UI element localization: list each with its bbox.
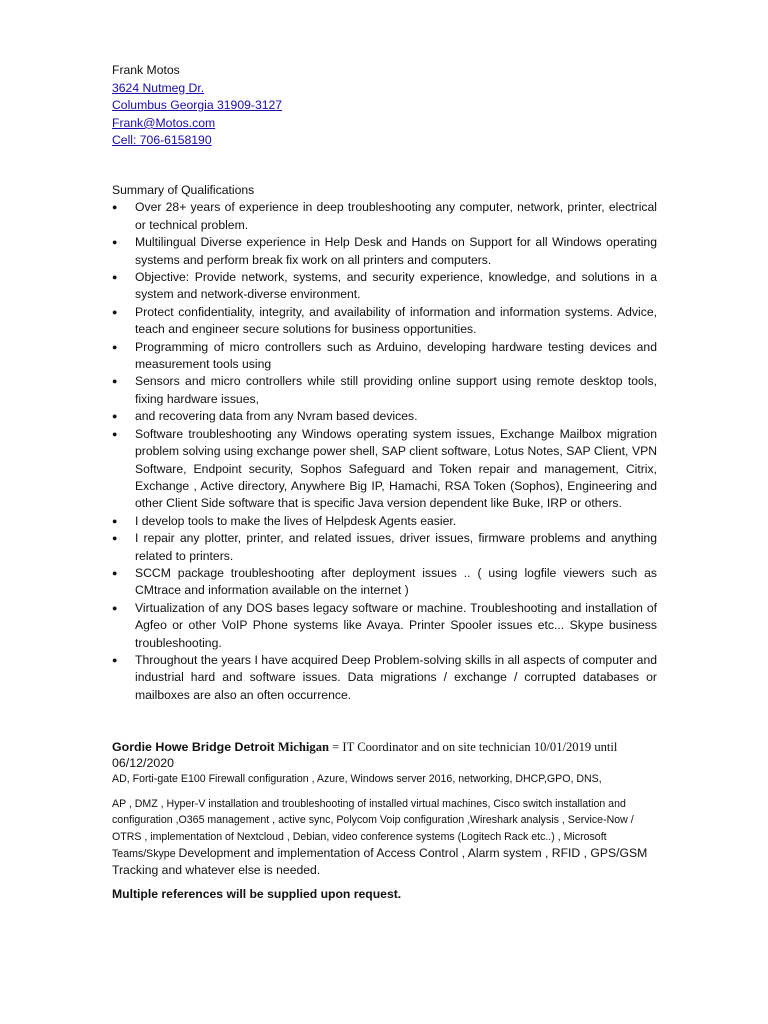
summary-section <box>112 182 657 704</box>
cell-phone-link[interactable]: Cell: 706-6158190 <box>112 133 212 148</box>
job-end-date: 06/12/2020 <box>112 756 175 770</box>
qualification-item: ● Protect confidentiality, integrity, and availability of information and information systems. Advice, teach and engineer secure solutions for business opportunities. <box>112 304 657 339</box>
qualification-item: ● Programming of micro controllers such as Arduino, developing hardware testing devices and measurement tools using <box>112 339 657 374</box>
qualification-item: ● Objective: Provide network, systems, and security experience, knowledge, and solutions in a system and network-diverse environment. <box>112 269 657 304</box>
summary-heading: Summary of Qualifications <box>112 183 255 197</box>
job-state: Michigan <box>277 740 329 754</box>
job-details-text: AP , DMZ , Hyper-V installation and troubleshooting of installed virtual machines, Cisco switch installation and configuration ,O365 management , active sync, Polycom Voip configuration ,Wireshark analysis , Service-Now / OTRS , implementation of Nextcloud , Debian, video conference systems (Logitech Rack etc..) , Microsoft Teams/Skype <box>112 798 634 860</box>
job-section <box>112 739 660 879</box>
references-note: Multiple references will be supplied upon request. <box>112 887 402 901</box>
job-role: = IT Coordinator and on site technician 10/01/2019 until <box>329 740 618 754</box>
job-details-highlight: Development and implementation of Access Control , Alarm system , RFID , GPS/GSM Tracking and whatever else is needed. <box>112 845 648 878</box>
contact-name: Frank Motos <box>112 63 180 77</box>
job-details-line1: AD, Forti-gate E100 Firewall configuration , Azure, Windows server 2016, networking, DHCP,GPO, DNS, <box>112 773 602 785</box>
job-header <box>112 739 660 771</box>
qualification-item: ● Over 28+ years of experience in deep troubleshooting any computer, network, printer, electrical or technical problem. <box>112 199 657 234</box>
qualification-item: ● I repair any plotter, printer, and related issues, driver issues, firmware problems and anything related to printers. <box>112 530 657 565</box>
qualification-item: ● Sensors and micro controllers while still providing online support using remote desktop tools, fixing hardware issues, <box>112 373 657 408</box>
job-company: Gordie Howe Bridge Detroit <box>112 740 278 754</box>
contact-block <box>112 62 282 150</box>
qualification-item: ● I develop tools to make the lives of Helpdesk Agents easier. <box>112 513 657 530</box>
qualification-item: ● and recovering data from any Nvram based devices. <box>112 408 657 425</box>
qualifications-list <box>112 199 657 704</box>
qualification-item: ● Throughout the years I have acquired Deep Problem-solving skills in all aspects of computer and industrial hard and software issues. Data migrations / exchange / corrupted databases or mailboxes are also an often occurrence. <box>112 652 657 704</box>
job-details-line2 <box>112 796 660 879</box>
qualification-item: ● SCCM package troubleshooting after deployment issues .. ( using logfile viewers such as CMtrace and information available on the internet ) <box>112 565 657 600</box>
address-city-link[interactable]: Columbus Georgia 31909-3127 <box>112 98 283 113</box>
address-street-link[interactable]: 3624 Nutmeg Dr. <box>112 80 205 95</box>
email-link[interactable]: Frank@Motos.com <box>112 115 216 130</box>
qualification-item: ● Software troubleshooting any Windows operating system issues, Exchange Mailbox migration problem solving using exchange power shell, SAP client software, Lotus Notes, SAP Client, VPN Software, Endpoint security, Sophos Safeguard and Token repair and management, Citrix, Exchange , Active directory, Anywhere Big IP, Hamachi, RSA Token (Sophos), Engineering and other Client Side software that is specific Java version dependent like Buke, IRP or others. <box>112 426 657 513</box>
qualification-item: ● Virtualization of any DOS bases legacy software or machine. Troubleshooting and installation of Agfeo or other VoIP Phone systems like Avaya. Printer Spooler issues etc... Skype business troubleshooting. <box>112 600 657 652</box>
qualification-item: ● Multilingual Diverse experience in Help Desk and Hands on Support for all Windows operating systems and perform break fix work on all printers and computers. <box>112 234 657 269</box>
